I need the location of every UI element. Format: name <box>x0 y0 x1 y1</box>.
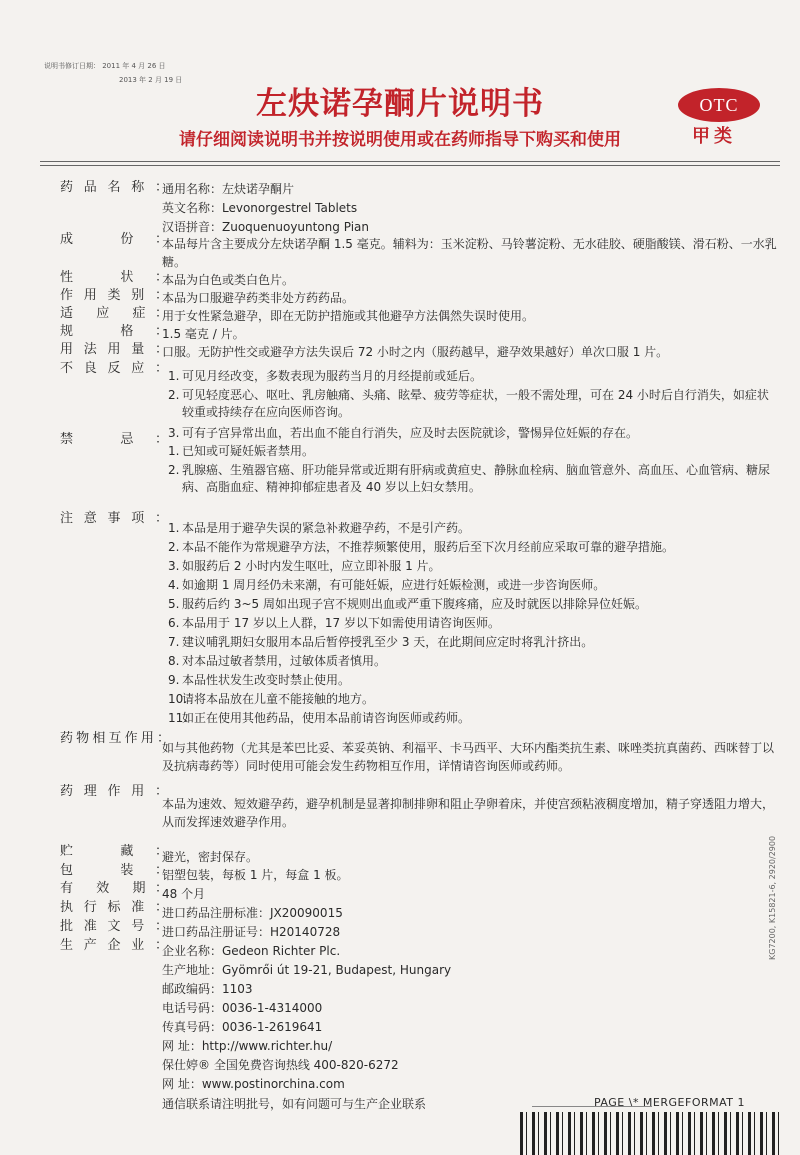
label-adverse: 不良反应： <box>60 361 168 376</box>
usage-text: 口服。无防护性交或避孕方法失误后 72 小时之内（服药越早，避孕效果越好）单次口服 1 片。 <box>162 345 669 359</box>
list-number: 3. <box>168 426 180 440</box>
list-item: 可见轻度恶心、呕吐、乳房触痛、头痛、眩晕、疲劳等症状，一般不需处理，可在 24 小时后自行消失，如症状较重或持续存在应向医师咨询。 <box>182 388 769 419</box>
label-contra: 禁 忌： <box>60 432 168 447</box>
list-item: 如正在使用其他药品，使用本品前请咨询医师或药师。 <box>182 711 471 725</box>
list-number: 10. <box>168 692 188 706</box>
label-name: 药品名称： <box>60 180 168 195</box>
category-text: 本品为口服避孕药类非处方药药品。 <box>162 291 355 305</box>
properties-text: 本品为白色或类白色片。 <box>162 273 295 287</box>
list-item: 如逾期 1 周月经仍未来潮，有可能妊娠，应进行妊娠检测，或进一步咨询医师。 <box>182 578 606 592</box>
pharma-text: 本品为速效、短效避孕药，避孕机制是显著抑制排卵和阻止孕卵着床，并使宫颈粘液稠度增加，精子穿透阻力增大，从而发挥速效避孕作用。 <box>162 797 775 829</box>
standard-text: 进口药品注册标准：JX20090015 <box>162 906 343 920</box>
list-number: 8. <box>168 654 180 668</box>
list-item: 本品性状发生改变时禁止使用。 <box>182 673 351 687</box>
list-number: 1. <box>168 444 180 458</box>
list-number: 9. <box>168 673 180 687</box>
interactions-text: 如与其他药物（尤其是苯巴比妥、苯妥英钠、利福平、卡马西平、大环内酯类抗生素、咪唑类抗真菌药、西咪替丁以及抗病毒药等）同时使用可能会发生药物相互作用，详情请咨询医师或药师。 <box>162 741 775 773</box>
barcode <box>520 1112 780 1155</box>
list-item: 本品不能作为常规避孕方法，不推荐频繁使用，服药后至下次月经前应采取可靠的避孕措施。 <box>182 540 675 554</box>
storage-text: 避光，密封保存。 <box>162 850 259 864</box>
postcode: 邮政编码：1103 <box>162 982 253 996</box>
website-2: 网 址：www.postinorchina.com <box>162 1077 345 1091</box>
list-item: 可见月经改变，多数表现为服药当月的月经提前或延后。 <box>182 369 483 383</box>
side-code: KG7200, K15821-6, 2920/2900 <box>768 835 777 960</box>
label-properties: 性 状： <box>60 270 168 285</box>
validity-text: 48 个月 <box>162 887 206 901</box>
website: 网 址：http://www.richter.hu/ <box>162 1039 333 1053</box>
label-maker: 生产企业： <box>60 938 168 953</box>
category-badge: 甲类 <box>692 126 736 147</box>
label-approval: 批准文号： <box>60 919 168 934</box>
divider <box>40 165 780 166</box>
list-number: 1. <box>168 521 180 535</box>
otc-label: OTC <box>699 95 739 115</box>
label-ingredients: 成 份： <box>60 232 168 247</box>
label-category: 作用类别： <box>60 288 168 303</box>
pinyin-name: 汉语拼音：Zuoquenuoyuntong Pian <box>162 220 369 234</box>
list-number: 1. <box>168 369 180 383</box>
label-standard: 执行标准： <box>60 900 168 915</box>
list-item: 可有子宫异常出血，若出血不能自行消失，应及时去医院就诊，警惕异位妊娠的存在。 <box>182 426 639 440</box>
list-item: 乳腺癌、生殖器官癌、肝功能异常或近期有肝病或黄疸史、静脉血栓病、脑血管意外、高血压、心血管病、糖尿病、高脂血症、精神抑郁症患者及 40 岁以上妇女禁用。 <box>182 463 771 494</box>
label-usage: 用法用量： <box>60 342 168 357</box>
subtitle: 请仔细阅读说明书并按说明使用或在药师指导下购买和使用 <box>179 130 621 150</box>
label-interactions: 药物相互作用： <box>60 731 170 746</box>
revision-date-2: 2013 年 2 月 19 日 <box>119 76 183 84</box>
contact-note: 通信联系请注明批号，如有问题可与生产企业联系 <box>162 1097 427 1111</box>
list-item: 本品用于 17 岁以上人群，17 岁以下如需使用请咨询医师。 <box>182 616 500 630</box>
indications-text: 用于女性紧急避孕，即在无防护措施或其他避孕方法偶然失误时使用。 <box>162 309 535 323</box>
list-number: 2. <box>168 540 180 554</box>
label-package: 包 装： <box>60 863 168 878</box>
label-spec: 规 格： <box>60 324 168 339</box>
list-number: 3. <box>168 559 180 573</box>
list-number: 4. <box>168 578 180 592</box>
label-validity: 有 效 期： <box>60 881 168 896</box>
page-field: PAGE \* MERGEFORMAT 1 <box>594 1096 745 1109</box>
label-notes: 注意事项： <box>60 511 168 526</box>
list-item: 请将本品放在儿童不能接触的地方。 <box>182 692 375 706</box>
divider <box>40 161 780 162</box>
label-storage: 贮 藏： <box>60 844 168 859</box>
list-number: 2. <box>168 388 180 402</box>
hotline: 保仕婷® 全国免费咨询热线 400-820-6272 <box>162 1058 399 1072</box>
list-item: 本品是用于避孕失误的紧急补救避孕药，不是引产药。 <box>182 521 471 535</box>
ingredients-text: 本品每片含主要成分左炔诺孕酮 1.5 毫克。辅料为：玉米淀粉、马铃薯淀粉、无水硅胶、硬脂酸镁、滑石粉、一水乳糖。 <box>162 237 777 269</box>
generic-name: 通用名称：左炔诺孕酮片 <box>162 182 295 196</box>
revision-date: 说明书修订日期： 2011 年 4 月 26 日 <box>44 62 166 70</box>
list-item: 如服药后 2 小时内发生呕吐，应立即补服 1 片。 <box>182 559 441 573</box>
label-indications: 适 应 症： <box>60 306 168 321</box>
list-number: 7. <box>168 635 180 649</box>
company-name: 企业名称：Gedeon Richter Plc. <box>162 944 341 958</box>
english-name: 英文名称：Levonorgestrel Tablets <box>162 201 358 215</box>
list-item: 服药后约 3~5 周如出现子宫不规则出血或严重下腹疼痛，应及时就医以排除异位妊娠。 <box>182 597 647 611</box>
package-text: 铝塑包装，每板 1 片，每盒 1 板。 <box>162 868 349 882</box>
phone: 电话号码：0036-1-4314000 <box>162 1001 323 1015</box>
page-title: 左炔诺孕酮片说明书 <box>256 86 544 122</box>
list-number: 5. <box>168 597 180 611</box>
list-number: 11. <box>168 711 188 725</box>
list-item: 已知或可疑妊娠者禁用。 <box>182 444 315 458</box>
fax: 传真号码：0036-1-2619641 <box>162 1020 323 1034</box>
list-number: 2. <box>168 463 180 477</box>
company-address: 生产地址：Gyömrői út 19-21, Budapest, Hungary <box>162 963 452 977</box>
spec-text: 1.5 毫克 / 片。 <box>162 327 245 341</box>
otc-badge <box>678 88 760 122</box>
list-number: 6. <box>168 616 180 630</box>
label-pharma: 药理作用： <box>60 784 168 799</box>
list-item: 对本品过敏者禁用，过敏体质者慎用。 <box>182 654 387 668</box>
approval-text: 进口药品注册证号：H20140728 <box>162 925 341 939</box>
list-item: 建议哺乳期妇女服用本品后暂停授乳至少 3 天，在此期间应定时将乳汁挤出。 <box>182 635 594 649</box>
